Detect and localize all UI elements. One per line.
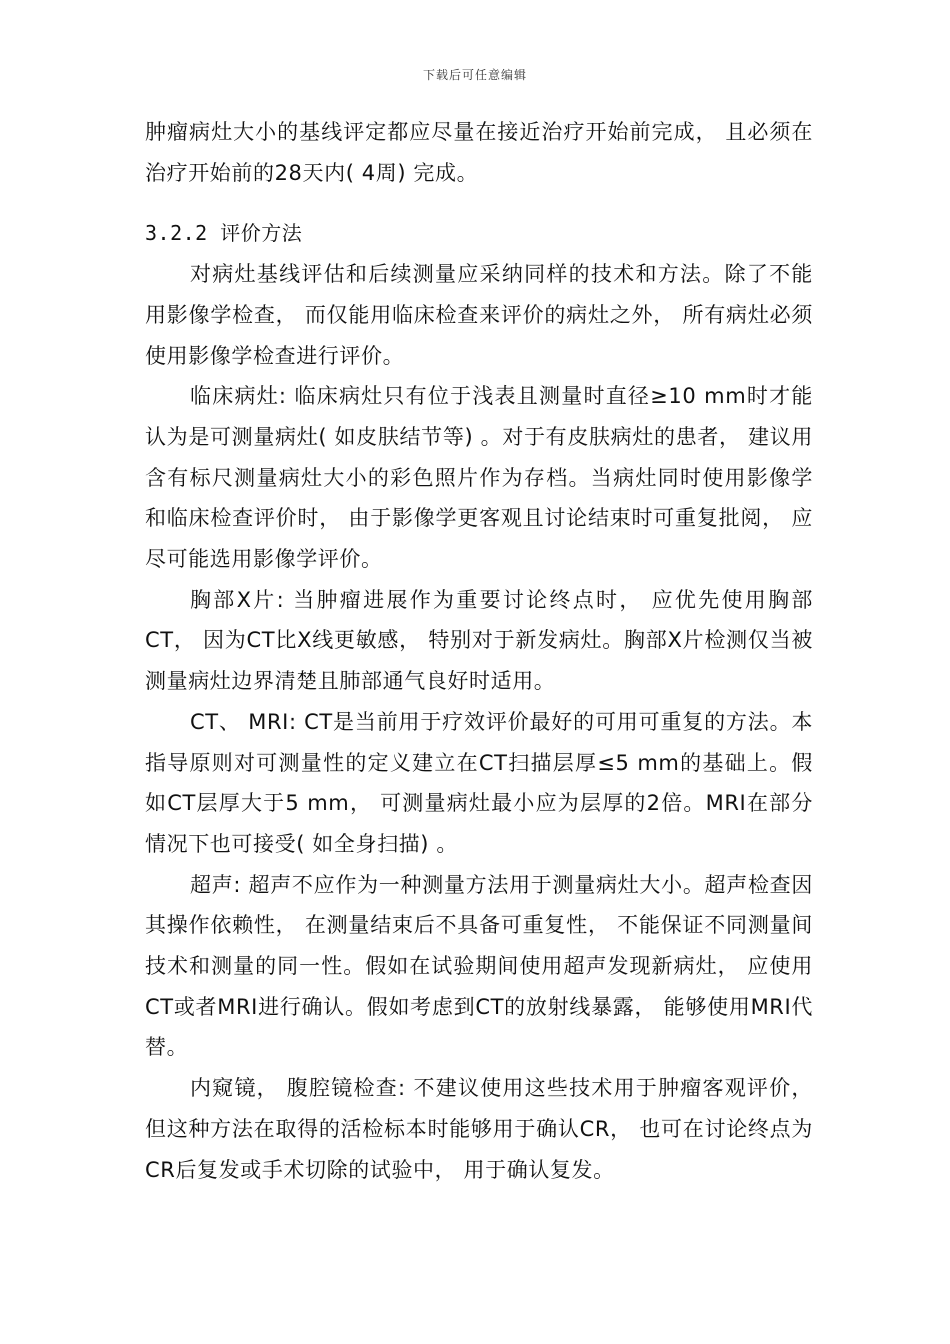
paragraph-ultrasound: 超声: 超声不应作为一种测量方法用于测量病灶大小。超声检查因其操作依赖性， 在测量结束后不具备可重复性， 不能保证不同测量间技术和测量的同一性。假如在试验期间使用超声发现新病灶， 应使用CT或者MRI进行确认。假如考虑到CT的放射线暴露， 能够使用MRI代替。: [145, 872, 813, 1060]
paragraph-clinical-lesions: 临床病灶: 临床病灶只有位于浅表且测量时直径≥10 mm时才能认为是可测量病灶( 如皮肤结节等) 。对于有皮肤病灶的患者， 建议用含有标尺测量病灶大小的彩色照片作为存档。当病灶同时使用影像学和临床检查评价时， 由于影像学更客观且讨论结束时可重复批阅， 应尽可能选用影像学评价。: [145, 384, 813, 572]
paragraph-chest-xray: 胸部X片: 当肿瘤进展作为重要讨论终点时， 应优先使用胸部CT， 因为CT比X线更敏感， 特别对于新发病灶。胸部X片检测仅当被测量病灶边界清楚且肺部通气良好时适用。: [145, 587, 813, 694]
header-note: 下载后可任意编辑: [422, 68, 527, 82]
document-body: [145, 112, 813, 1190]
paragraph-general: 对病灶基线评估和后续测量应采纳同样的技术和方法。除了不能用影像学检查， 而仅能用临床检查来评价的病灶之外， 所有病灶必须使用影像学检查进行评价。: [145, 262, 813, 368]
section-heading: 3.2.2 评价方法: [145, 221, 303, 246]
paragraph-endoscopy: 内窥镜， 腹腔镜检查: 不建议使用这些技术用于肿瘤客观评价， 但这种方法在取得的活检标本时能够用于确认CR， 也可在讨论终点为CR后复发或手术切除的试验中， 用于确认复发。: [145, 1076, 813, 1182]
paragraph-ct-mri: CT、 MRI: CT是当前用于疗效评价最好的可用可重复的方法。本指导原则对可测量性的定义建立在CT扫描层厚≤5 mm的基础上。假如CT层厚大于5 mm， 可测量病灶最小应为层厚的2倍。MRI在部分情况下也可接受( 如全身扫描) 。: [145, 709, 813, 856]
continuation-paragraph: 肿瘤病灶大小的基线评定都应尽量在接近治疗开始前完成， 且必须在治疗开始前的28天内( 4周) 完成。: [145, 120, 813, 185]
